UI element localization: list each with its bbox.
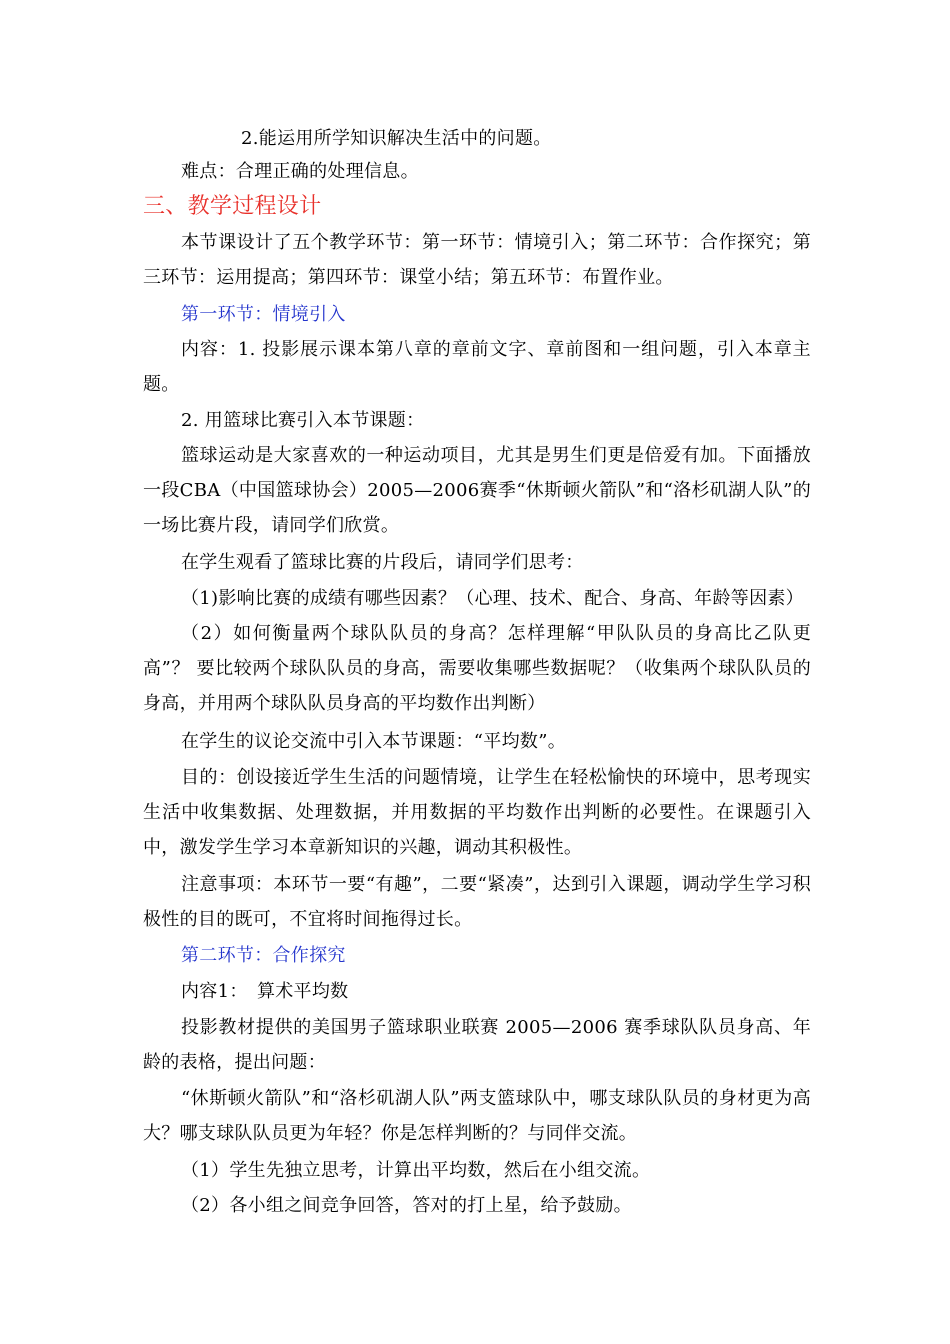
stage1-notes: 注意事项：本环节一要“有趣”，二要“紧凑”，达到引入课题，调动学生学习积极性的目的既可，不宜将时间拖得过长。 (143, 874, 811, 930)
stage2-question-paragraph: “休斯顿火箭队”和“洛杉矶湖人队”两支篮球队中，哪支球队队员的身材更为高大？哪支球队队员更为年轻？你是怎样判断的？与同伴交流。 (143, 1088, 811, 1144)
stage1-purpose: 目的：创设接近学生生活的问题情境，让学生在轻松愉快的环境中，思考现实生活中收集数据、处理数据，并用数据的平均数作出判断的必要性。在课题引入中，激发学生学习本章新知识的兴趣，调动其积极性。 (143, 767, 811, 858)
stage2-project-paragraph: 投影教材提供的美国男子篮球职业联赛 2005—2006 赛季球队队员身高、年龄的表格，提出问题： (143, 1017, 811, 1073)
stage2-title: 第二环节：合作探究 (181, 945, 346, 966)
overview-paragraph: 本节课设计了五个教学环节：第一环节：情境引入；第二环节：合作探究；第三环节：运用提高；第四环节：课堂小结；第五环节：布置作业。 (143, 232, 811, 288)
section-title-teaching-process: 三、教学过程设计 (143, 194, 322, 219)
stage2-content-1: 内容1： 算术平均数 (181, 981, 349, 1002)
difficulty-line: 难点：合理正确的处理信息。 (181, 161, 419, 182)
stage1-question-2: （2）如何衡量两个球队队员的身高？怎样理解“甲队队员的身高比乙队更高”？ 要比较两个球队队员的身高，需要收集哪些数据呢？（收集两个球队队员的身高，并用两个球队队员身高的平均数作出判断） (143, 623, 811, 714)
stage2-step-2: （2）各小组之间竞争回答，答对的打上星，给予鼓励。 (181, 1195, 632, 1216)
stage1-question-1: （1)影响比赛的成绩有哪些因素？（心理、技术、配合、身高、年龄等因素） (181, 588, 804, 609)
stage2-step-1: （1）学生先独立思考，计算出平均数，然后在小组交流。 (181, 1160, 651, 1181)
stage1-intro-topic: 在学生的议论交流中引入本节课题：“平均数”。 (181, 731, 567, 752)
stage1-title: 第一环节：情境引入 (181, 304, 346, 325)
stage1-basketball-paragraph: 篮球运动是大家喜欢的一种运动项目，尤其是男生们更是倍爱有加。下面播放一段CBA（中国篮球协会）2005—2006赛季“休斯顿火箭队”和“洛杉矶湖人队”的一场比赛片段，请同学们欣赏。 (143, 445, 811, 536)
stage1-content-2: 2. 用篮球比赛引入本节课题： (181, 410, 425, 431)
goal-line-2: 2.能运用所学知识解决生活中的问题。 (241, 128, 552, 149)
stage1-content-1: 内容：1. 投影展示课本第八章的章前文字、章前图和一组问题，引入本章主题。 (143, 339, 811, 395)
stage1-after-watch: 在学生观看了篮球比赛的片段后，请同学们思考： (181, 552, 584, 573)
